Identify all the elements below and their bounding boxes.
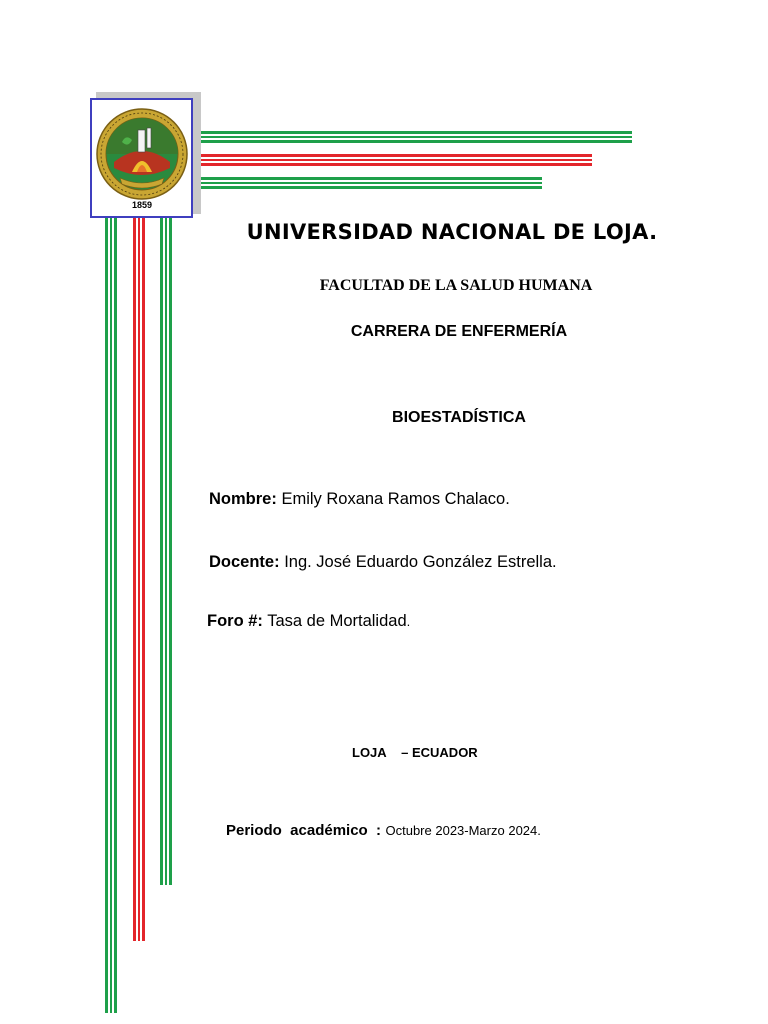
city-name: LOJA — [352, 745, 387, 760]
period-label: Periodo académico : — [226, 822, 382, 839]
student-name-label: Nombre: — [209, 490, 277, 508]
forum-label: Foro #: — [207, 612, 263, 630]
forum-suffix: . — [406, 614, 411, 629]
location-line — [352, 745, 478, 760]
university-title: UNIVERSIDAD NACIONAL DE LOJA. — [246, 220, 658, 244]
forum-value: Tasa de Mortalidad — [267, 612, 407, 630]
teacher-line — [209, 553, 557, 572]
subject-title: BIOESTADÍSTICA — [392, 409, 526, 426]
period-value: Octubre 2023-Marzo 2024. — [385, 823, 541, 838]
seal-year: 1859 — [131, 200, 153, 210]
student-name-value: Emily Roxana Ramos Chalaco. — [281, 490, 510, 508]
green-stripe-right — [160, 218, 172, 885]
red-stripe-middle — [190, 154, 592, 166]
career-name: CARRERA DE ENFERMERÍA — [350, 323, 568, 340]
green-stripe-bottom — [190, 177, 542, 189]
student-name-line — [209, 490, 510, 509]
forum-line — [207, 612, 410, 631]
green-stripe-top — [190, 131, 632, 143]
teacher-label: Docente: — [209, 553, 280, 571]
academic-period-line — [226, 822, 541, 840]
teacher-value: Ing. José Eduardo González Estrella. — [284, 553, 557, 571]
faculty-name: FACULTAD DE LA SALUD HUMANA — [319, 277, 593, 294]
university-seal-logo — [90, 98, 193, 218]
seal-emblem-icon — [92, 100, 191, 216]
country-name: – ECUADOR — [401, 745, 478, 760]
